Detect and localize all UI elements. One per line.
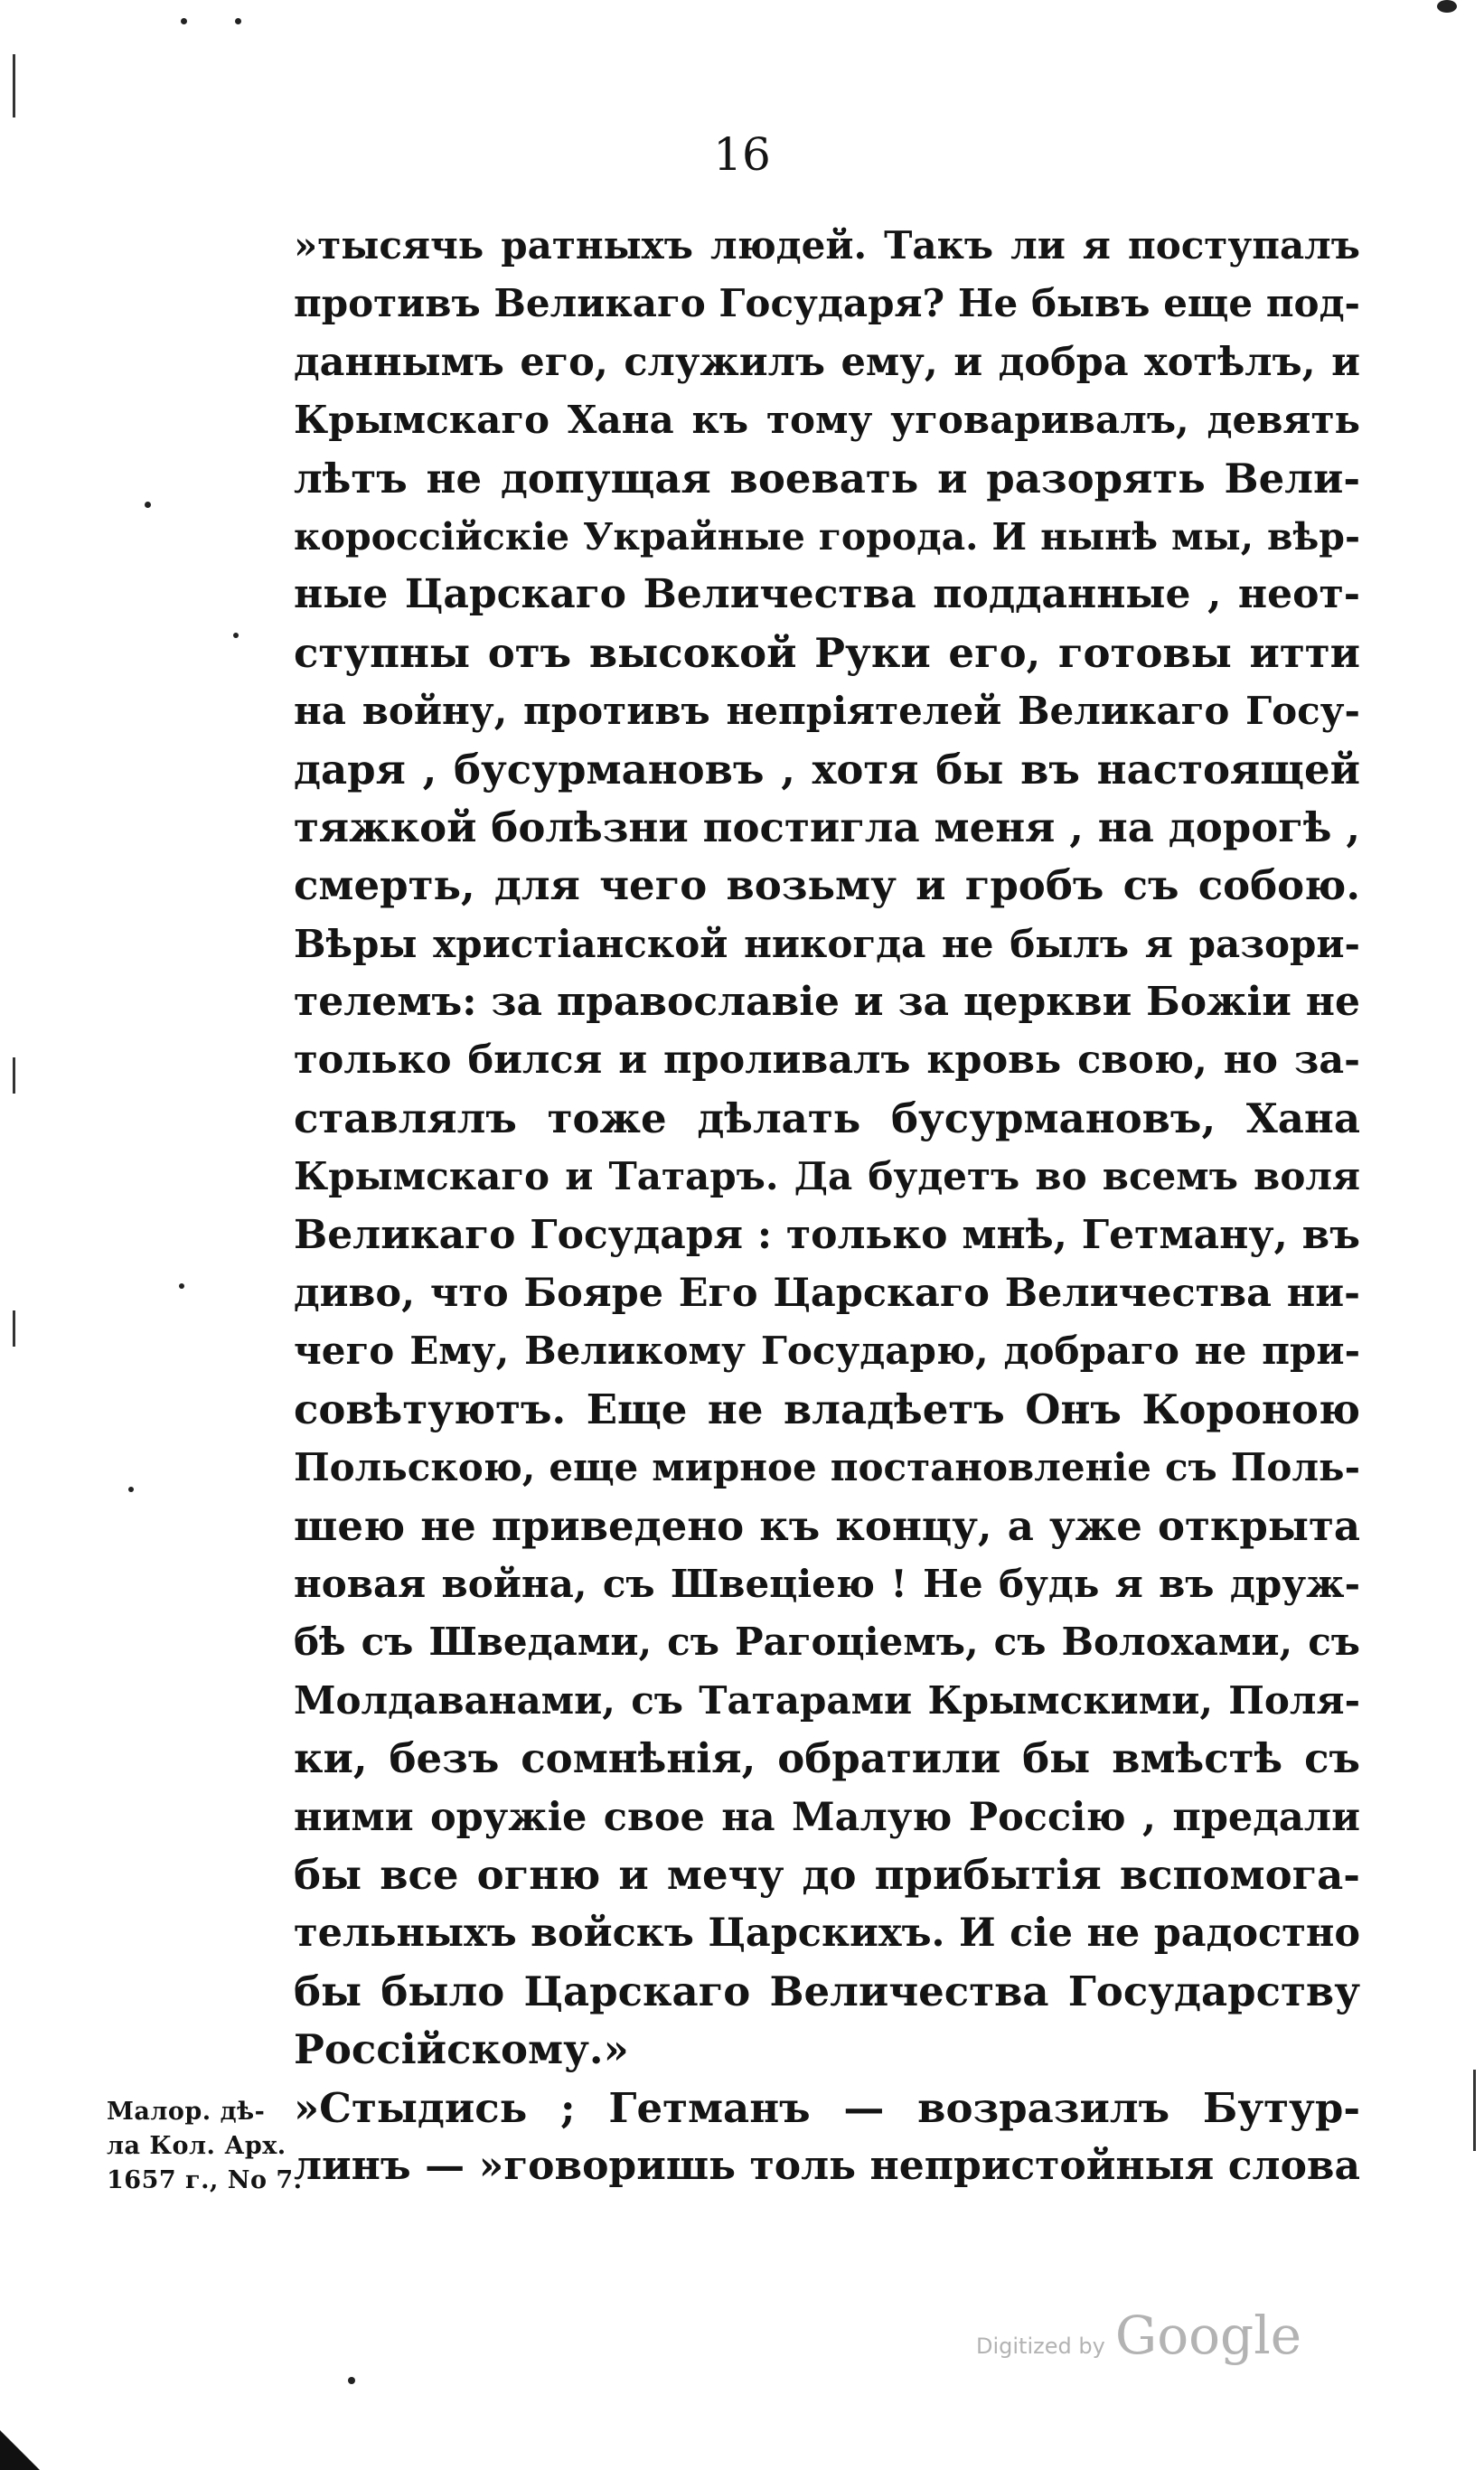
digitized-watermark (976, 2305, 1301, 2368)
text-line: Крымскаго и Татаръ. Да будетъ во всемъ воля (294, 1154, 1360, 1199)
scan-speck (235, 18, 241, 24)
text-line: совѣтуютъ. Еще не владѣетъ Онъ Короною (294, 1385, 1360, 1433)
text-line: короссійскіе Украйные города. И нынѣ мы, вѣр- (294, 514, 1360, 559)
text-line: бы все огню и мечу до прибытія вспомога- (294, 1850, 1360, 1899)
text-line: Крымскаго Хана къ тому уговаривалъ, девять (294, 398, 1360, 443)
text-line: Россійскому.» (294, 2025, 629, 2074)
margin-note (107, 2095, 301, 2198)
text-line: бѣ съ Шведами, съ Рагоціемъ, съ Волохами, съ (294, 1620, 1360, 1665)
text-line: даря , бусурмановъ , хотя бы въ настоящей (294, 745, 1360, 794)
text-line: ные Царскаго Величества подданные , неот- (294, 571, 1360, 618)
margin-note-line: ла Кол. Арх. (107, 2132, 286, 2160)
scan-speck (145, 502, 151, 508)
text-line: новая война, съ Швеціею ! Не будь я въ друж- (294, 1561, 1360, 1606)
text-line: противъ Великаго Государя? Не бывъ еще под- (294, 281, 1360, 326)
text-line: тяжкой болѣзни постигла меня , на дорогѣ , (294, 803, 1360, 851)
scan-edge-mark (13, 54, 15, 117)
text-line: телемъ: за православіе и за церкви Божіи не (294, 979, 1360, 1026)
body-text (294, 217, 1360, 2195)
page-number: 16 (713, 128, 771, 181)
text-line: тельныхъ войскъ Царскихъ. И сіе не радостно (294, 1911, 1360, 1957)
text-line: Великаго Государя : только мнѣ, Гетману, въ (294, 1211, 1360, 1258)
text-line: ставлялъ тоже дѣлать бусурмановъ, Хана (294, 1094, 1360, 1142)
text-line: »тысячь ратныхъ людей. Такъ ли я поступалъ (294, 223, 1360, 268)
scan-edge-mark (13, 1057, 15, 1094)
text-line: линъ — »говоришь толь непристойныя слова (294, 2142, 1360, 2189)
scan-speck (348, 2377, 355, 2384)
margin-note-line: Малор. дѣ- (107, 2098, 266, 2126)
scan-speck (179, 1283, 184, 1289)
margin-note-line: 1657 г., No 7. (107, 2166, 303, 2194)
text-line: Вѣры христіанской никогда не былъ я разори- (294, 921, 1360, 966)
scan-corner-mark (0, 2430, 40, 2470)
text-line: ними оружіе свое на Малую Россію , предали (294, 1794, 1360, 1840)
text-line: »Стыдись ; Гетманъ — возразилъ Бутур- (294, 2083, 1360, 2132)
text-line: шею не приведено къ концу, а уже открыта (294, 1501, 1360, 1550)
scan-speck (181, 18, 187, 24)
scan-speck (1437, 0, 1457, 13)
text-line: диво, что Бояре Его Царскаго Величества ни- (294, 1271, 1360, 1317)
text-line: даннымъ его, служилъ ему, и добра хотѣлъ, и (294, 339, 1360, 385)
text-line: Молдаванами, съ Татарами Крымскими, Поля- (294, 1677, 1360, 1723)
text-line: бы было Царскаго Величества Государству (294, 1967, 1360, 2015)
text-line: на войну, противъ непріятелей Великаго Госу- (294, 689, 1360, 734)
scan-edge-mark (13, 1310, 15, 1347)
scan-speck (233, 633, 239, 638)
text-line: ки, безъ сомнѣнія, обратили бы вмѣстѣ съ (294, 1734, 1360, 1783)
text-line: лѣтъ не допущая воевать и разорять Вели- (294, 454, 1360, 502)
watermark-brand-logo: Google (1114, 2305, 1302, 2366)
scan-speck (128, 1487, 134, 1492)
text-line: чего Ему, Великому Государю, добраго не при- (294, 1329, 1360, 1374)
text-line: смерть, для чего возьму и гробъ съ собою. (294, 861, 1360, 910)
text-line: только бился и проливалъ кровь свою, но за- (294, 1038, 1360, 1084)
text-line: Польскою, еще мирное постановленіе съ Поль- (294, 1445, 1360, 1490)
watermark-digitized-text: Digitized by (976, 2334, 1105, 2359)
scan-edge-mark (1473, 2070, 1476, 2151)
text-line: ступны отъ высокой Руки его, готовы итти (294, 628, 1360, 677)
